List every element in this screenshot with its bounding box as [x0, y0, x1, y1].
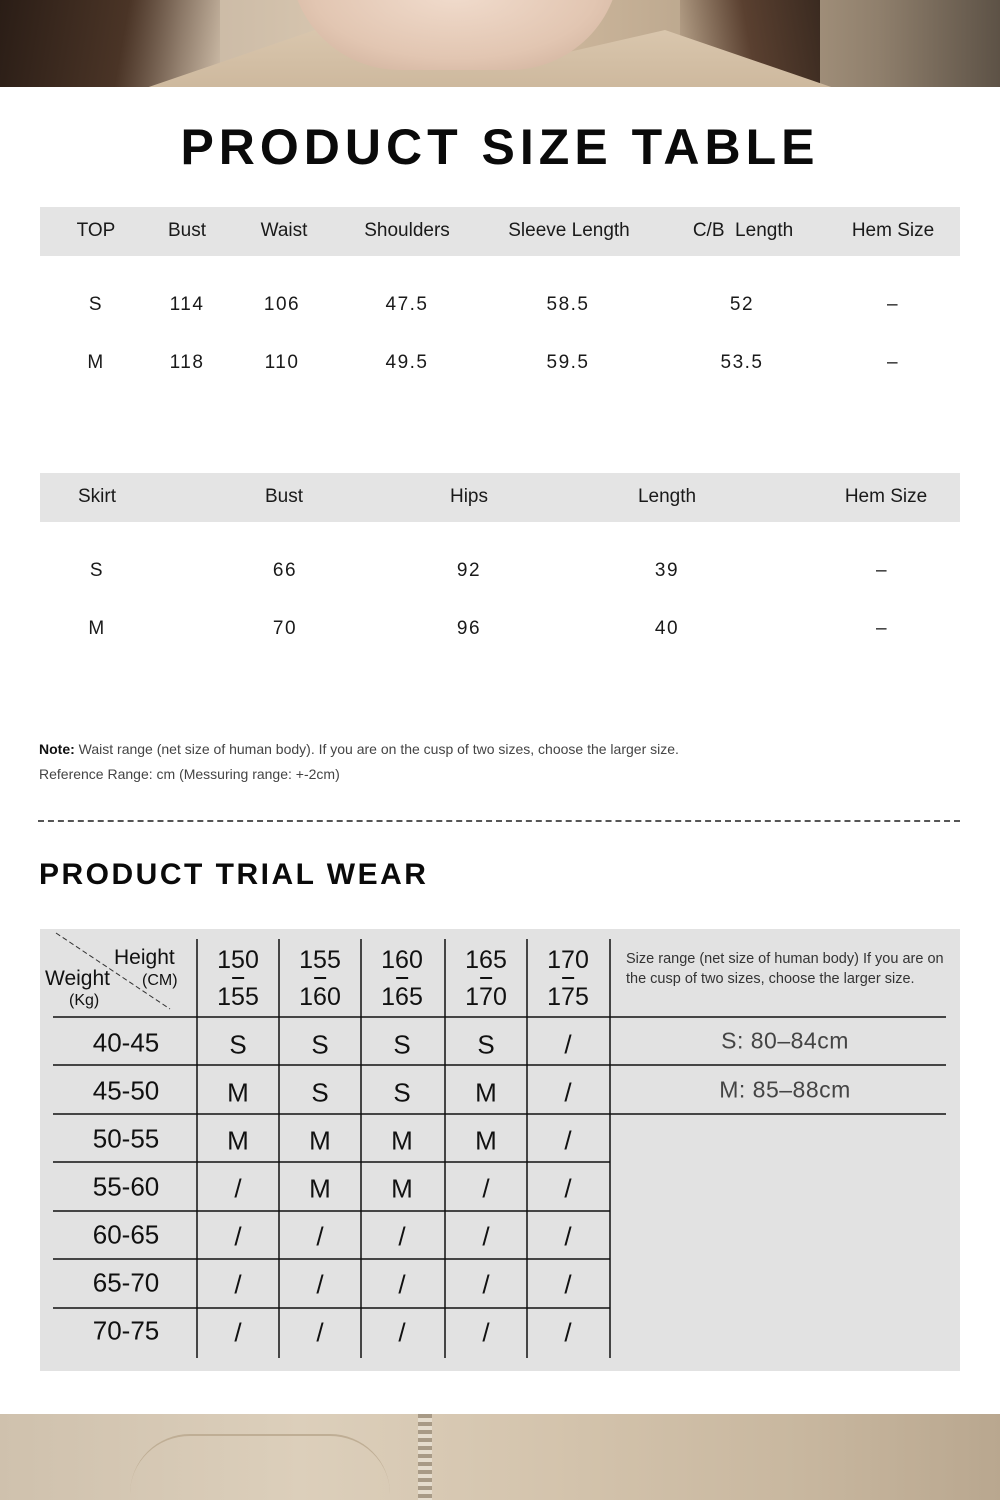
size-notes: [39, 737, 679, 787]
size-cell: /: [234, 1173, 242, 1204]
skirt-header-bust: Bust: [264, 486, 304, 507]
size-cell: /: [482, 1221, 490, 1252]
size-cell: /: [564, 1221, 572, 1252]
size-cell: M: [309, 1173, 331, 1204]
height-to: 155: [217, 983, 259, 1011]
top-row-hem: –: [886, 294, 900, 315]
skirt-table-row: [40, 600, 960, 658]
weight-range: 55-60: [92, 1171, 160, 1202]
model-photo-top: [0, 0, 1000, 87]
size-range-m: M: 85–88cm: [719, 1076, 851, 1103]
top-row-bust: 118: [169, 352, 205, 373]
top-row-hem: –: [886, 352, 900, 373]
size-cell: S: [311, 1077, 329, 1108]
weight-range: 65-70: [92, 1267, 160, 1298]
height-header: [299, 942, 341, 1016]
skirt-row-hem: –: [875, 618, 889, 639]
size-cell: M: [391, 1125, 413, 1156]
size-cell: M: [475, 1077, 497, 1108]
skirt-row-length: 40: [654, 618, 680, 639]
corner-height-label: Height: [114, 946, 175, 969]
model-photo-bottom: [0, 1414, 1000, 1500]
height-header: [465, 942, 507, 1016]
top-row-cb-length: 53.5: [720, 352, 764, 373]
height-from: 160: [381, 946, 423, 974]
weight-range: 40-45: [92, 1027, 160, 1058]
skirt-header-skirt: Skirt: [78, 486, 116, 507]
top-size-table: [40, 207, 960, 392]
height-to: 175: [547, 983, 589, 1011]
skirt-row-hips: 92: [456, 560, 482, 581]
size-cell: /: [398, 1269, 406, 1300]
size-cell: M: [227, 1077, 249, 1108]
top-row-sleeve: 59.5: [546, 352, 590, 373]
jacket-zipper: [418, 1414, 432, 1500]
skirt-row-size: S: [89, 560, 105, 581]
range-dash: [562, 977, 574, 979]
corner-cm-label: (CM): [142, 972, 178, 989]
trial-wear-grid: [40, 929, 960, 1371]
skirt-row-hips: 96: [456, 618, 482, 639]
top-header-hem-size: Hem Size: [851, 220, 935, 241]
height-header: [381, 942, 423, 1016]
skirt-header-hem-size: Hem Size: [844, 486, 928, 507]
height-from: 165: [465, 946, 507, 974]
skirt-row-hem: –: [875, 560, 889, 581]
size-cell: /: [482, 1317, 490, 1348]
size-cell: /: [482, 1269, 490, 1300]
size-cell: S: [477, 1029, 495, 1060]
size-cell: /: [234, 1269, 242, 1300]
top-header-cb-length: C/B Length: [692, 220, 794, 241]
weight-range: 60-65: [92, 1219, 160, 1250]
note-line: [39, 737, 679, 762]
height-header: [547, 942, 589, 1016]
height-header: [217, 942, 259, 1016]
note-label: Note:: [39, 741, 75, 757]
size-cell: /: [316, 1269, 324, 1300]
size-cell: /: [564, 1173, 572, 1204]
top-header-shoulders: Shoulders: [364, 220, 450, 241]
size-cell: /: [398, 1317, 406, 1348]
size-cell: S: [393, 1029, 411, 1060]
skirt-header-hips: Hips: [449, 486, 489, 507]
size-cell: /: [564, 1077, 572, 1108]
top-row-size: M: [87, 352, 105, 373]
size-range-s: S: 80–84cm: [721, 1027, 849, 1054]
skirt-row-size: M: [88, 618, 106, 639]
weight-range: 50-55: [92, 1123, 160, 1154]
note-text: Waist range (net size of human body). If you are on the cusp of two sizes, choose the larger size.: [74, 741, 679, 757]
top-table-row: [40, 276, 960, 334]
height-to: 170: [465, 983, 507, 1011]
top-row-sleeve: 58.5: [546, 294, 590, 315]
skirt-table-header: [40, 473, 960, 522]
size-cell: S: [311, 1029, 329, 1060]
height-from: 170: [547, 946, 589, 974]
size-cell: S: [393, 1077, 411, 1108]
size-cell: /: [564, 1317, 572, 1348]
size-cell: S: [229, 1029, 247, 1060]
skirt-row-bust: 66: [272, 560, 298, 581]
size-cell: /: [398, 1221, 406, 1252]
top-table-row: [40, 334, 960, 392]
top-row-waist: 110: [264, 352, 300, 373]
weight-range: 45-50: [92, 1075, 160, 1106]
skirt-row-bust: 70: [272, 618, 298, 639]
skirt-table-row: [40, 542, 960, 600]
page-title: PRODUCT SIZE TABLE: [180, 119, 820, 175]
size-cell: /: [564, 1269, 572, 1300]
top-row-cb-length: 52: [729, 294, 755, 315]
size-cell: /: [564, 1125, 572, 1156]
size-cell: /: [234, 1221, 242, 1252]
top-row-waist: 106: [263, 294, 301, 315]
top-row-size: S: [88, 294, 104, 315]
top-header-bust: Bust: [167, 220, 207, 241]
top-header-waist: Waist: [260, 220, 308, 241]
top-row-shoulders: 47.5: [385, 294, 429, 315]
top-header-top: TOP: [76, 220, 116, 241]
skirt-size-table: [40, 473, 960, 658]
height-from: 155: [299, 946, 341, 974]
size-cell: M: [475, 1125, 497, 1156]
range-dash: [396, 977, 408, 979]
height-from: 150: [217, 946, 259, 974]
skirt-header-length: Length: [637, 486, 697, 507]
top-row-bust: 114: [169, 294, 205, 315]
size-range-note: Size range (net size of human body) If you are on the cusp of two sizes, choose the larger size.: [626, 951, 944, 987]
corner-kg-label: (Kg): [69, 992, 100, 1009]
jacket-seam: [130, 1434, 390, 1500]
height-to: 165: [381, 983, 423, 1011]
size-cell: /: [482, 1173, 490, 1204]
size-cell: /: [234, 1317, 242, 1348]
range-dash: [232, 977, 244, 979]
trial-wear-title: PRODUCT TRIAL WEAR: [39, 858, 429, 891]
size-cell: M: [227, 1125, 249, 1156]
top-header-sleeve-length: Sleeve Length: [508, 220, 630, 241]
range-dash: [480, 977, 492, 979]
top-table-header: [40, 207, 960, 256]
range-dash: [314, 977, 326, 979]
size-cell: /: [316, 1221, 324, 1252]
top-row-shoulders: 49.5: [385, 352, 429, 373]
size-cell: M: [309, 1125, 331, 1156]
size-cell: M: [391, 1173, 413, 1204]
reference-range: Reference Range: cm (Messuring range: +-2cm): [39, 766, 340, 782]
size-cell: /: [316, 1317, 324, 1348]
weight-range: 70-75: [92, 1315, 160, 1346]
skirt-row-length: 39: [654, 560, 680, 581]
size-cell: /: [564, 1029, 572, 1060]
height-to: 160: [299, 983, 341, 1011]
corner-weight-label: Weight: [45, 967, 110, 990]
section-divider: [38, 820, 960, 822]
